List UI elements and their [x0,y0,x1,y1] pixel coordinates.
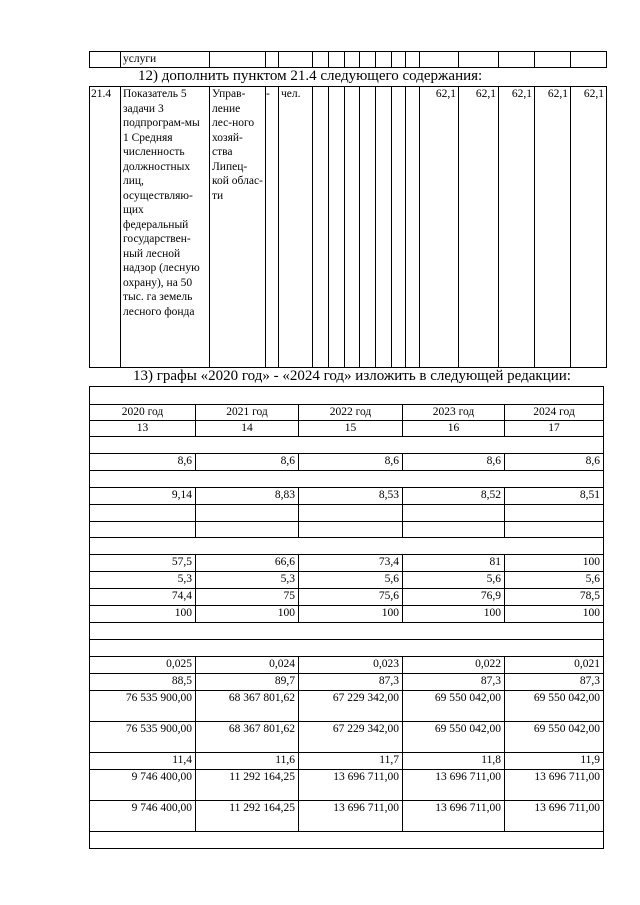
value-cell: 11 292 164,25 [196,801,299,832]
value-cell: 67 229 342,00 [299,722,403,753]
value-cell: 68 367 801,62 [196,722,299,753]
value-cell: 9 746 400,00 [90,770,196,801]
value-cell: 88,5 [90,674,196,691]
value-cell: 100 [90,606,196,623]
value-cell: 11,9 [505,753,604,770]
value-cell: 13 696 711,00 [403,770,505,801]
empty-row [90,538,604,555]
table-row [90,674,604,691]
value-cell: 66,6 [196,555,299,572]
table-row [90,801,604,832]
heading-13: 13) графы «2020 год» - «2024 год» изложить в следующей редакции: [133,368,571,384]
value-cell: 69 550 042,00 [505,691,604,722]
value-cell: 13 696 711,00 [403,801,505,832]
value-cell: 5,6 [299,572,403,589]
service-cell: услуги [121,52,210,68]
table-row [90,488,604,505]
empty-cell [196,522,299,538]
value-cell: 87,3 [505,674,604,691]
value-2021: 62,1 [459,87,499,368]
empty-cell [505,505,604,522]
value-cell: 68 367 801,62 [196,691,299,722]
value-cell: 13 696 711,00 [299,770,403,801]
table-row [90,691,604,722]
value-cell: 0,025 [90,657,196,674]
value-cell: 5,6 [505,572,604,589]
value-cell: 0,024 [196,657,299,674]
value-cell: 13 696 711,00 [299,801,403,832]
value-cell: 100 [299,606,403,623]
value-cell: 87,3 [299,674,403,691]
value-cell: 74,4 [90,589,196,606]
value-cell: 78,5 [505,589,604,606]
colnum-17: 17 [505,421,604,437]
empty-cell [505,522,604,538]
colnum-16: 16 [403,421,505,437]
indicator-text: Показатель 5 задачи 3 подпрограм-мы 1 Средняя численность должностных лиц, осуществляю-щих федеральный государствен-ный лесной надзор (лесную охрану), на 50 тыс. га земель лесного фонда [121,87,210,368]
heading-12: 12) дополнить пунктом 21.4 следующего содержания: [138,68,483,84]
empty-row [90,387,604,405]
header-2020: 2020 год [90,405,196,421]
executor-text: Управ-ление лес-ного хозяй-ства Липец-кой облас-ти [210,87,266,368]
value-cell: 8,6 [403,454,505,471]
value-cell: 13 696 711,00 [505,770,604,801]
value-cell: 11 292 164,25 [196,770,299,801]
table-row [90,572,604,589]
table-row [90,589,604,606]
empty-cell [299,522,403,538]
value-cell: 57,5 [90,555,196,572]
value-2022: 62,1 [499,87,535,368]
colnum-15: 15 [299,421,403,437]
colnum-14: 14 [196,421,299,437]
value-cell: 76,9 [403,589,505,606]
value-cell: 11,6 [196,753,299,770]
value-cell: 73,4 [299,555,403,572]
value-cell: 69 550 042,00 [505,722,604,753]
value-cell: 87,3 [403,674,505,691]
value-cell: 89,7 [196,674,299,691]
value-cell: 8,52 [403,488,505,505]
header-2021: 2021 год [196,405,299,421]
row-number: 21.4 [90,87,121,368]
table-row [90,454,604,471]
years-table [89,386,604,849]
value-cell: 5,3 [90,572,196,589]
value-cell: 75,6 [299,589,403,606]
value-cell: 9,14 [90,488,196,505]
colnum-13: 13 [90,421,196,437]
empty-cell [90,522,196,538]
empty-row [90,437,604,454]
previous-table-row [89,51,607,68]
value-cell: 76 535 900,00 [90,722,196,753]
header-2022: 2022 год [299,405,403,421]
empty-row [90,471,604,488]
empty-cell [299,505,403,522]
value-cell: 8,6 [505,454,604,471]
value-cell: 8,6 [90,454,196,471]
empty-row [90,832,604,849]
table-row [90,753,604,770]
value-cell: 11,8 [403,753,505,770]
value-cell: 0,021 [505,657,604,674]
value-cell: 8,83 [196,488,299,505]
table-row [90,606,604,623]
table-row [90,555,604,572]
table-row [90,770,604,801]
value-cell: 76 535 900,00 [90,691,196,722]
header-2023: 2023 год [403,405,505,421]
value-cell: 8,51 [505,488,604,505]
value-cell: 11,4 [90,753,196,770]
value-cell: 100 [505,555,604,572]
empty-cell [403,505,505,522]
row-21-4-table [89,86,607,368]
value-2024: 62,1 [571,87,607,368]
unit-cell: чел. [279,87,313,368]
empty-cell [196,505,299,522]
value-2020: 62,1 [420,87,459,368]
empty-row [90,640,604,657]
table-row [90,722,604,753]
value-cell: 0,022 [403,657,505,674]
value-cell: 0,023 [299,657,403,674]
value-cell: 13 696 711,00 [505,801,604,832]
value-cell: 67 229 342,00 [299,691,403,722]
empty-cell [403,522,505,538]
value-cell: 8,6 [196,454,299,471]
header-2024: 2024 год [505,405,604,421]
value-cell: 11,7 [299,753,403,770]
value-cell: 8,6 [299,454,403,471]
empty-cell [90,505,196,522]
dash-cell: - [266,87,279,368]
empty-row [90,623,604,640]
value-cell: 8,53 [299,488,403,505]
value-cell: 5,3 [196,572,299,589]
value-cell: 100 [403,606,505,623]
value-cell: 9 746 400,00 [90,801,196,832]
value-cell: 81 [403,555,505,572]
value-cell: 75 [196,589,299,606]
value-cell: 100 [196,606,299,623]
value-cell: 69 550 042,00 [403,691,505,722]
table-row [90,657,604,674]
value-cell: 69 550 042,00 [403,722,505,753]
value-2023: 62,1 [535,87,571,368]
value-cell: 100 [505,606,604,623]
value-cell: 5,6 [403,572,505,589]
